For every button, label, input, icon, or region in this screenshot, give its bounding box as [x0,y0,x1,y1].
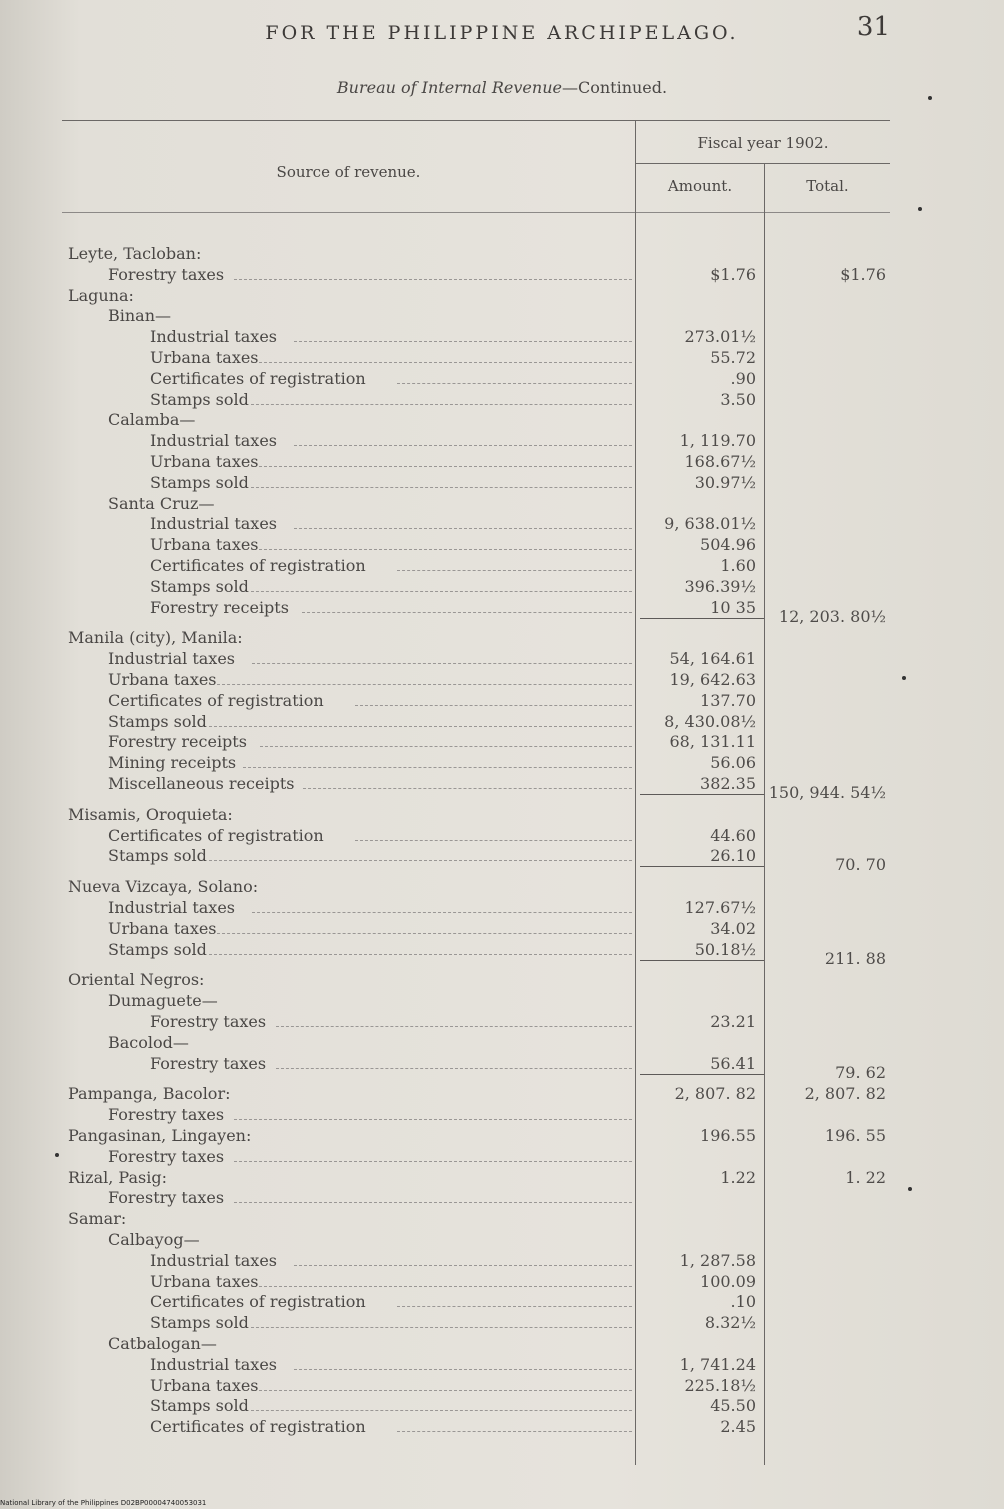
amount-cell: 9, 638.01½ [664,514,756,534]
row-label: Bacolod— [108,1032,189,1052]
row-label: Stamps sold [150,472,249,492]
table-row [0,369,1004,389]
table-row [0,431,1004,451]
table-row [0,753,1004,773]
amount-cell: 396.39½ [684,576,756,596]
table-row [0,1396,1004,1416]
dot-leader [276,1026,632,1027]
dot-leader [251,1410,632,1411]
amount-cell: 54, 164.61 [669,649,756,669]
amount-cell: 196.55 [700,1126,756,1145]
dot-leader [252,912,632,913]
amount-cell: 23.21 [710,1012,756,1031]
row-label: Rizal, Pasig: [68,1167,167,1187]
table-row [0,1417,1004,1437]
dot-leader [355,705,632,706]
amount-cell: 56.06 [710,753,756,773]
dot-leader [294,1265,632,1266]
row-label: Pangasinan, Lingayen: [68,1126,252,1145]
dot-leader [217,684,632,685]
dot-leader [209,954,632,955]
row-label: Santa Cruz— [108,493,215,513]
amount-cell: 56.41 [710,1053,756,1073]
table-row [0,556,1004,576]
dot-leader [397,1431,632,1432]
table-top-rule [62,120,890,121]
amount-cell: 127.67½ [684,898,756,917]
table-row [0,970,1004,990]
table-row [0,919,1004,939]
amount-cell: 225.18½ [684,1375,756,1395]
table-row [0,691,1004,711]
dot-leader [259,549,632,550]
table-row [0,1355,1004,1375]
table-row [0,1251,1004,1271]
row-label: Certificates of registration [150,556,366,575]
dot-leader [259,1390,632,1391]
page-number: 31 [856,12,890,42]
dot-leader [302,612,632,613]
table-row [0,670,1004,690]
table-row [0,826,1004,846]
row-label: Forestry receipts [108,732,247,752]
amount-cell: 19, 642.63 [669,670,756,689]
total-cell: $1.76 [840,264,886,284]
amount-cell: 50.18½ [694,939,756,959]
table-row [0,877,1004,897]
table-row [0,1126,1004,1146]
amount-cell: .90 [730,368,756,388]
dot-leader [294,1369,632,1370]
amount-cell: 55.72 [710,348,756,367]
dot-leader [259,362,632,363]
amount-cell: 10 35 [710,597,756,617]
dot-leader [234,1119,632,1120]
table-row [0,774,1004,802]
table-row [0,597,1004,626]
row-label: Samar: [68,1209,127,1229]
row-label: Binan— [108,306,172,326]
row-label: Forestry receipts [150,597,289,617]
amount-cell: 1, 287.58 [679,1250,756,1270]
row-label: Urbana taxes [150,1271,259,1291]
table-row [0,1012,1004,1032]
amount-cell: 8.32½ [704,1313,756,1333]
dot-leader [294,528,632,529]
row-label: Industrial taxes [150,1250,277,1270]
table-row [0,939,1004,968]
row-label: Stamps sold [150,1396,249,1416]
row-label: Industrial taxes [108,898,235,917]
scan-footer: National Library of the Philippines D02BP00004740053031 [0,1499,207,1507]
amount-cell: .10 [730,1292,756,1312]
dot-leader [260,746,632,747]
row-label: Catbalogan— [108,1334,217,1353]
row-label: Calbayog— [108,1230,200,1249]
table-row [0,1272,1004,1292]
row-label: Oriental Negros: [68,970,205,990]
table-row [0,1376,1004,1396]
row-label: Forestry taxes [108,1105,225,1125]
table-row [0,1105,1004,1125]
amount-cell: 34.02 [710,918,756,938]
table-row [0,1168,1004,1188]
row-label: Certificates of registration [150,1292,366,1312]
dot-leader [294,341,632,342]
dot-leader [251,404,632,405]
table-row [0,452,1004,472]
dot-leader [259,466,632,467]
subtotal-rule [640,618,764,619]
row-label: Certificates of registration [108,690,324,710]
table-row [0,732,1004,752]
row-label: Forestry taxes [108,264,225,284]
row-label: Urbana taxes [150,452,259,471]
total-cell: 2, 807. 82 [804,1084,886,1104]
dot-leader [217,933,632,934]
row-label: Miscellaneous receipts [108,774,295,793]
amount-cell: 1, 741.24 [679,1354,756,1374]
table-row [0,514,1004,534]
row-label: Certificates of registration [108,825,324,845]
row-label: Urbana taxes [150,1375,259,1395]
subtotal-rule [640,1074,764,1075]
row-label: Industrial taxes [150,431,277,451]
total-header: Total. [806,177,849,195]
amount-cell: 45.50 [710,1396,756,1416]
table-row [0,1084,1004,1104]
row-label: Misamis, Oroquieta: [68,804,233,824]
dot-leader [234,279,632,280]
row-label: Forestry taxes [150,1053,267,1073]
row-label: Stamps sold [108,711,207,731]
dot-leader [251,1327,632,1328]
row-label: Mining receipts [108,753,237,773]
dot-leader [397,383,632,384]
row-label: Stamps sold [150,1313,249,1333]
table-row [0,265,1004,285]
row-label: Industrial taxes [150,327,277,347]
table-row [0,649,1004,669]
amount-cell: 504.96 [700,535,756,555]
table-row [0,1292,1004,1312]
row-label: Certificates of registration [150,1417,366,1437]
amount-cell: 137.70 [700,690,756,710]
row-label: Industrial taxes [108,649,235,669]
row-label: Forestry taxes [108,1146,225,1166]
table-row [0,1334,1004,1354]
table-row [0,1033,1004,1053]
dot-leader [234,1202,632,1203]
row-label: Forestry taxes [108,1188,225,1208]
amount-cell: 30.97½ [694,472,756,492]
row-label: Stamps sold [150,389,249,409]
total-cell: 211. 88 [824,948,886,968]
dot-leader [259,1286,632,1287]
table-row [0,306,1004,326]
table-row [0,577,1004,597]
table-row [0,390,1004,410]
table-row [0,473,1004,493]
amount-cell: 68, 131.11 [669,732,756,752]
fiscal-year-header: Fiscal year 1902. [697,134,829,152]
amount-cell: 44.60 [710,825,756,845]
dot-leader [209,860,632,861]
scan-speck [928,96,932,100]
dot-leader [294,445,632,446]
source-header: Source of revenue. [276,163,421,181]
row-label: Calamba— [108,410,196,430]
amount-cell: 382.35 [700,774,756,793]
row-label: Manila (city), Manila: [68,628,243,648]
table-row [0,805,1004,825]
dot-leader [251,487,632,488]
row-label: Certificates of registration [150,368,366,388]
dot-leader [243,767,632,768]
row-label: Laguna: [68,285,134,305]
subtotal-rule [640,960,764,961]
dot-leader [397,1306,632,1307]
table-row [0,898,1004,918]
subtitle-italic: Bureau of Internal Revenue [336,78,562,97]
amount-cell: $1.76 [710,264,756,284]
table-subtitle [0,78,1004,97]
running-head: FOR THE PHILIPPINE ARCHIPELAGO. [265,22,739,44]
amount-cell: 1.22 [720,1167,756,1187]
table-row [0,244,1004,264]
table-row [0,1053,1004,1082]
row-label: Stamps sold [108,939,207,959]
row-label: Stamps sold [108,846,207,866]
table-row [0,327,1004,347]
row-label: Urbana taxes [108,670,217,689]
amount-cell: 100.09 [700,1271,756,1291]
amount-header: Amount. [667,177,733,195]
scan-speck [908,1187,912,1191]
amount-cell: 26.10 [710,846,756,866]
row-label: Urbana taxes [150,535,259,555]
table-row [0,410,1004,430]
amount-cell: 1.60 [720,556,756,575]
total-cell: 196. 55 [824,1126,886,1145]
amount-cell: 3.50 [720,389,756,409]
amount-cell: 2, 807. 82 [674,1084,756,1104]
scan-speck [918,207,922,211]
table-row [0,1147,1004,1167]
subtotal-rule [640,866,764,867]
dot-leader [234,1161,632,1162]
row-label: Industrial taxes [150,514,277,534]
dot-leader [252,663,632,664]
dot-leader [397,570,632,571]
table-row [0,1188,1004,1208]
scan-speck [902,676,906,680]
table-row [0,1230,1004,1250]
subtitle-plain: —Continued. [561,78,668,97]
table-row [0,991,1004,1011]
row-label: Leyte, Tacloban: [68,244,202,263]
row-label: Nueva Vizcaya, Solano: [68,877,259,897]
row-label: Forestry taxes [150,1012,267,1031]
dot-leader [251,591,632,592]
header-bottom-rule [62,212,890,213]
dot-leader [209,726,632,727]
row-label: Industrial taxes [150,1354,277,1374]
row-label: Pampanga, Bacolor: [68,1084,231,1104]
dot-leader [276,1068,632,1069]
table-row [0,846,1004,875]
row-label: Urbana taxes [150,348,259,367]
amount-cell: 168.67½ [684,452,756,471]
total-cell: 1. 22 [845,1167,886,1187]
row-label: Stamps sold [150,576,249,596]
row-label: Dumaguete— [108,991,218,1011]
table-row [0,628,1004,648]
amount-cell: 273.01½ [684,327,756,347]
table-row [0,535,1004,555]
dot-leader [303,788,632,789]
amount-cell: 8, 430.08½ [664,711,756,731]
table-row [0,1313,1004,1333]
row-label: Urbana taxes [108,918,217,938]
subtotal-rule [640,794,764,795]
fiscal-header-rule [636,163,890,164]
amount-cell: 1, 119.70 [679,431,756,451]
table-row [0,1209,1004,1229]
total-cell: 12, 203. 80½ [778,606,886,626]
table-row [0,348,1004,368]
table-row [0,494,1004,514]
total-cell: 150, 944. 54½ [768,783,886,802]
dot-leader [355,840,632,841]
table-row [0,286,1004,306]
total-cell: 70. 70 [835,855,886,875]
table-row [0,712,1004,732]
total-cell: 79. 62 [835,1062,886,1082]
amount-cell: 2.45 [720,1417,756,1437]
scan-speck [55,1153,59,1157]
